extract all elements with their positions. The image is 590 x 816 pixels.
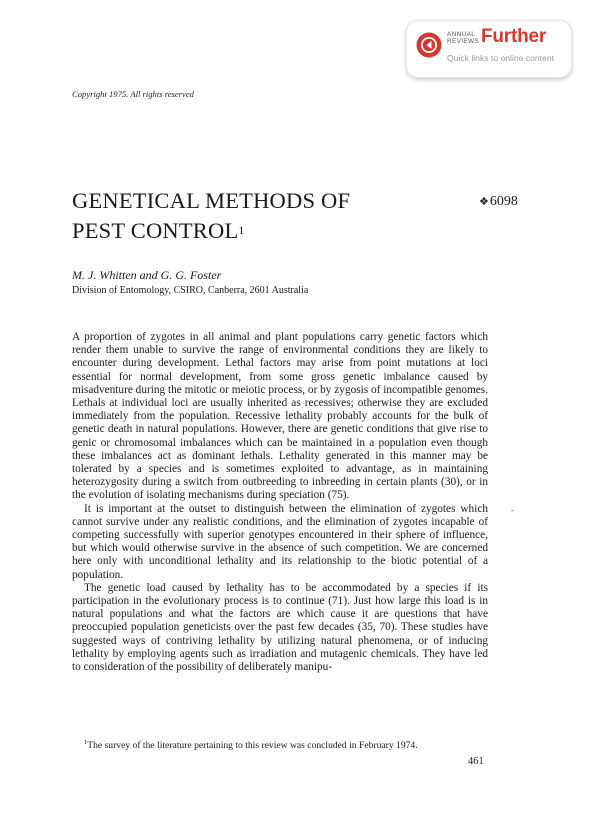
footnote-mark: 1	[84, 739, 88, 746]
diamond-icon: ❖	[479, 196, 489, 208]
article-title-line-1: GENETICAL METHODS OF	[72, 188, 351, 213]
article-number	[479, 194, 518, 210]
body-paragraph: It is important at the outset to distinguish between the elimination of zygotes which cannot survive under any realistic conditions, and the elimination of zygotes incapable of competing successfully with superior genotypes encountered in their sphere of influence, but which would otherwise survive in the absence of such competition. We are concerned here only with unconditional lethality and its relationship to the biotic potential of a population.	[72, 502, 488, 581]
article-body	[72, 331, 488, 674]
further-logo-icon	[416, 32, 442, 58]
author-affiliation: Division of Entomology, CSIRO, Canberra, 2601 Australia	[72, 285, 309, 296]
body-paragraph: A proportion of zygotes in all animal and plant populations carry genetic factors which render them unable to survive the range of environmental conditions they are likely to encounter during development. Lethal factors may arise from point mutations at loci essential for normal development, from some gross genetic imbalance caused by misadventure during the mitotic or meiotic process, or by zygosis of incompatible genomes. Lethals at individual loci are usually inherited as recessives; otherwise they are excluded immediately from the population. Recessive lethality probably accounts for the bulk of genetic death in natural populations. However, there are genetic conditions that give rise to genic or chromosomal imbalances which can be maintained in a population even though these imbalances act as dominant lethals. Lethality generated in this manner may be tolerated by a species and is sometimes exploited to advantage, as in maintaining heterozygosity during a switch from outbreeding to inbreeding in certain plants (30), or in the evolution of isolating mechanisms during speciation (75).	[72, 331, 489, 502]
annual-reviews-further-badge[interactable]	[406, 20, 572, 78]
body-paragraph: The genetic load caused by lethality has to be accommodated by a species if its participation in the evolutionary process is to continue (71). Just how large this load is in natural populations and what the factors are which cause it are questions that have preoccupied population geneticists over the past few decades (35, 70). These studies have suggested ways of contriving lethality by utilizing natural phenomena, or of inducing lethality by employing agents such as irradiation and mutagenic chemicals. They have led to consideration of the possibility of deliberately manipu-	[72, 581, 488, 674]
article-number-value: 6098	[489, 194, 518, 209]
margin-mark: -	[511, 506, 514, 515]
copyright-notice: Copyright 1975. All rights reserved	[72, 89, 194, 99]
footnote-text: The survey of the literature pertaining to this review was concluded in February 1974.	[87, 740, 418, 752]
article-authors: M. J. Whitten and G. G. Foster	[72, 268, 222, 282]
page-number: 461	[468, 756, 484, 767]
badge-quick-links-text: Quick links to online content	[447, 53, 555, 63]
article-title	[72, 186, 350, 246]
title-footnote-mark: 1	[238, 223, 245, 237]
footnote	[84, 739, 418, 751]
badge-further-label: Further	[481, 26, 547, 47]
article-title-line-2: PEST CONTROL	[72, 218, 239, 243]
badge-annual-reviews-label: ANNUAL REVIEWS	[447, 31, 480, 45]
